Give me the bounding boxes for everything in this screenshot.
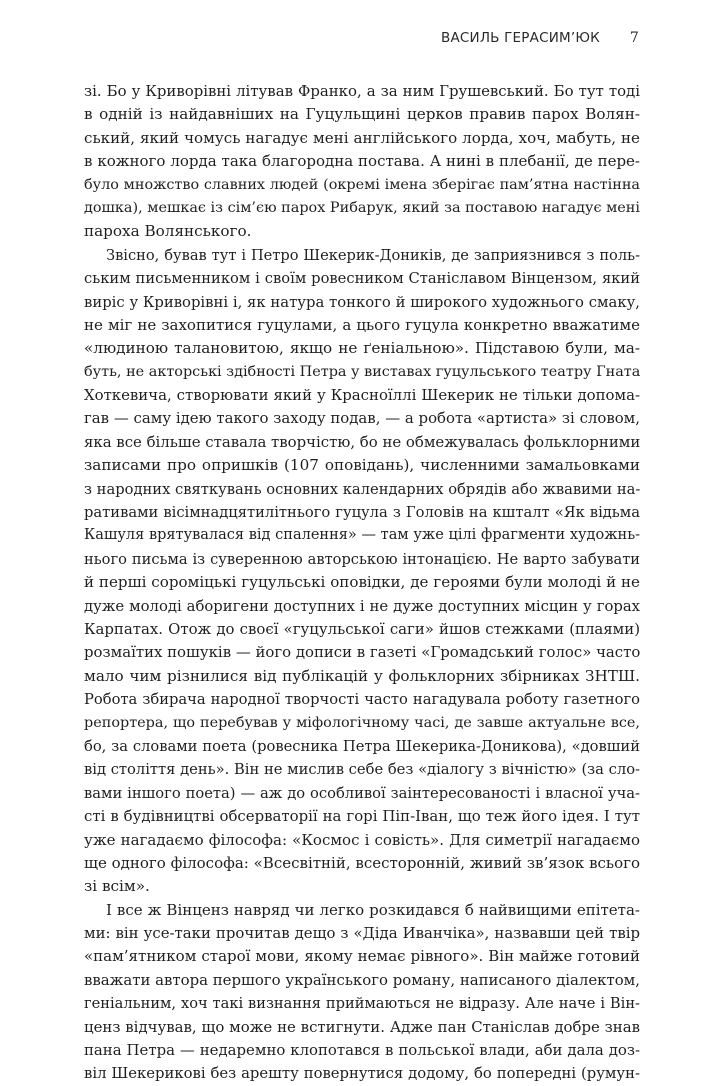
text-line: Робота збирача народної творчості часто нагадувала роботу газетного <box>84 691 640 709</box>
text-line: яка все більше ставала творчістю, бо не обмежувалась фольклорними <box>84 432 640 451</box>
text-line: «пам’ятником старої мови, якому немає рівного». Він майже готовий <box>84 947 640 966</box>
text-line: вами іншого поета) — аж до особливої заінтересованості і власної уча- <box>84 784 640 802</box>
text-line: й перші сороміцькі гуцульські оповідки, де героями були молоді й не <box>84 573 640 592</box>
text-line: було множство славних людей (окремі імена зберігає пам’ятна настінна <box>84 176 640 193</box>
text-line: «людиною талановитою, якщо не ґеніальною». Підставою були, ма- <box>84 339 640 358</box>
text-line: мало чим різнилися від публікацій у фольклорних збірниках ЗНТШ. <box>84 666 640 685</box>
text-line: геніальним, хоч такі визнання приймаються не відразу. Але наче і Він- <box>84 995 640 1013</box>
text-line: ративами вісімнадцятилітнього гуцула з Головів на кшталт «Як відьма <box>84 504 640 522</box>
text-line: не міг не захопитися гуцулами, а цього гуцула конкретно вважатиме <box>84 315 640 334</box>
text-line: віл Шекерикові без арешту повернутися додому, бо попередні (румун- <box>84 1065 640 1083</box>
text-line: пароха Волянського. <box>84 222 252 241</box>
text-line: Карпатах. Отож до своєї «гуцульської саги» йшов стежками (плаями) <box>84 619 640 638</box>
text-line: ський, який чомусь нагадує мені англійського лорда, хоч, мабуть, не <box>84 128 640 147</box>
text-line: зі всім». <box>84 877 150 896</box>
text-line: пана Петра — недаремно клопотався в польської влади, аби дала доз- <box>84 1041 640 1060</box>
text-line: репортера, що перебував у міфологічному часі, де завше актуальне все, <box>84 714 640 731</box>
text-line: ським письменником і своїм ровесником Станіславом Вінцензом, який <box>84 270 640 288</box>
text-line: ще одного філософа: «Всесвітній, всесторонній, живий зв’язок всього <box>84 853 640 872</box>
text-line: сті в будівництві обсерваторії на горі Піп-Іван, що теж його ідея. І тут <box>84 807 640 826</box>
text-line: Хоткевича, створювати який у Красноїллі Шекерик не тільки допома- <box>84 386 640 405</box>
text-line: від століття день». Він не мислив себе без «діалогу з вічністю» (за сло- <box>84 761 640 779</box>
text-line: буть, не акторські здібності Петра у виставах гуцульського театру Гната <box>84 363 640 380</box>
text-line: ми: він усе-таки прочитав дещо з «Діда Иванчіка», назвавши цей твір <box>84 924 640 943</box>
text-line: дуже молоді аборигени доступних і не дуже доступних місцин у горах <box>84 597 640 615</box>
text-line: вважати автора першого українського роману, написаного діалектом, <box>84 970 640 989</box>
page-number: 7 <box>629 30 639 46</box>
text-line: нього письма із суверенною авторською інтонацією. Не варто забувати <box>84 550 640 568</box>
text-line: в кожного лорда така благородна постава. А нині в плебанії, де пере- <box>84 152 640 171</box>
text-line: розмаїтих пошуків — його дописи в газеті «Громадський голос» часто <box>84 643 640 662</box>
text-line: в одній із найдавніших на Гуцульщині церков правив парох Волян- <box>84 105 640 124</box>
running-header <box>84 30 639 52</box>
text-line: І все ж Вінценз навряд чи легко розкидався б найвищими епітета- <box>106 900 640 919</box>
text-line: ценз відчував, що може не встигнути. Адже пан Станіслав добре знав <box>84 1017 640 1036</box>
text-line: зі. Бо у Криворівні літував Франко, а за ним Грушевський. Бо тут тоді <box>84 82 640 100</box>
body-text <box>84 80 640 1086</box>
running-header-author: ВАСИЛЬ ГЕРАСИМ’ЮК <box>441 30 600 46</box>
text-line: дошка), мешкає із сім’єю парох Рибарук, який за поставою нагадує мені <box>84 199 640 216</box>
text-line: уже нагадаємо філософа: «Космос і совість». Для симетрії нагадаємо <box>84 830 640 849</box>
text-line: гав — саму ідею такого заходу подав, — а робота «артиста» зі словом, <box>84 409 640 428</box>
text-line: з народних святкувань основних календарних обрядів або жвавими на- <box>84 480 640 498</box>
text-line: Кашуля врятувалася від спалення» — там уже цілі фрагменти художнь- <box>84 527 640 544</box>
text-line: записами про опришків (107 оповідань), численними замальовками <box>84 456 640 475</box>
text-line: Звісно, бував тут і Петро Шекерик-Доників, де заприязнився з поль- <box>106 246 640 264</box>
text-line: виріс у Криворівні і, як натура тонкого й широкого художнього смаку, <box>84 293 640 311</box>
text-line: бо, за словами поета (ровесника Петра Шекерика-Доникова), «довший <box>84 737 640 755</box>
